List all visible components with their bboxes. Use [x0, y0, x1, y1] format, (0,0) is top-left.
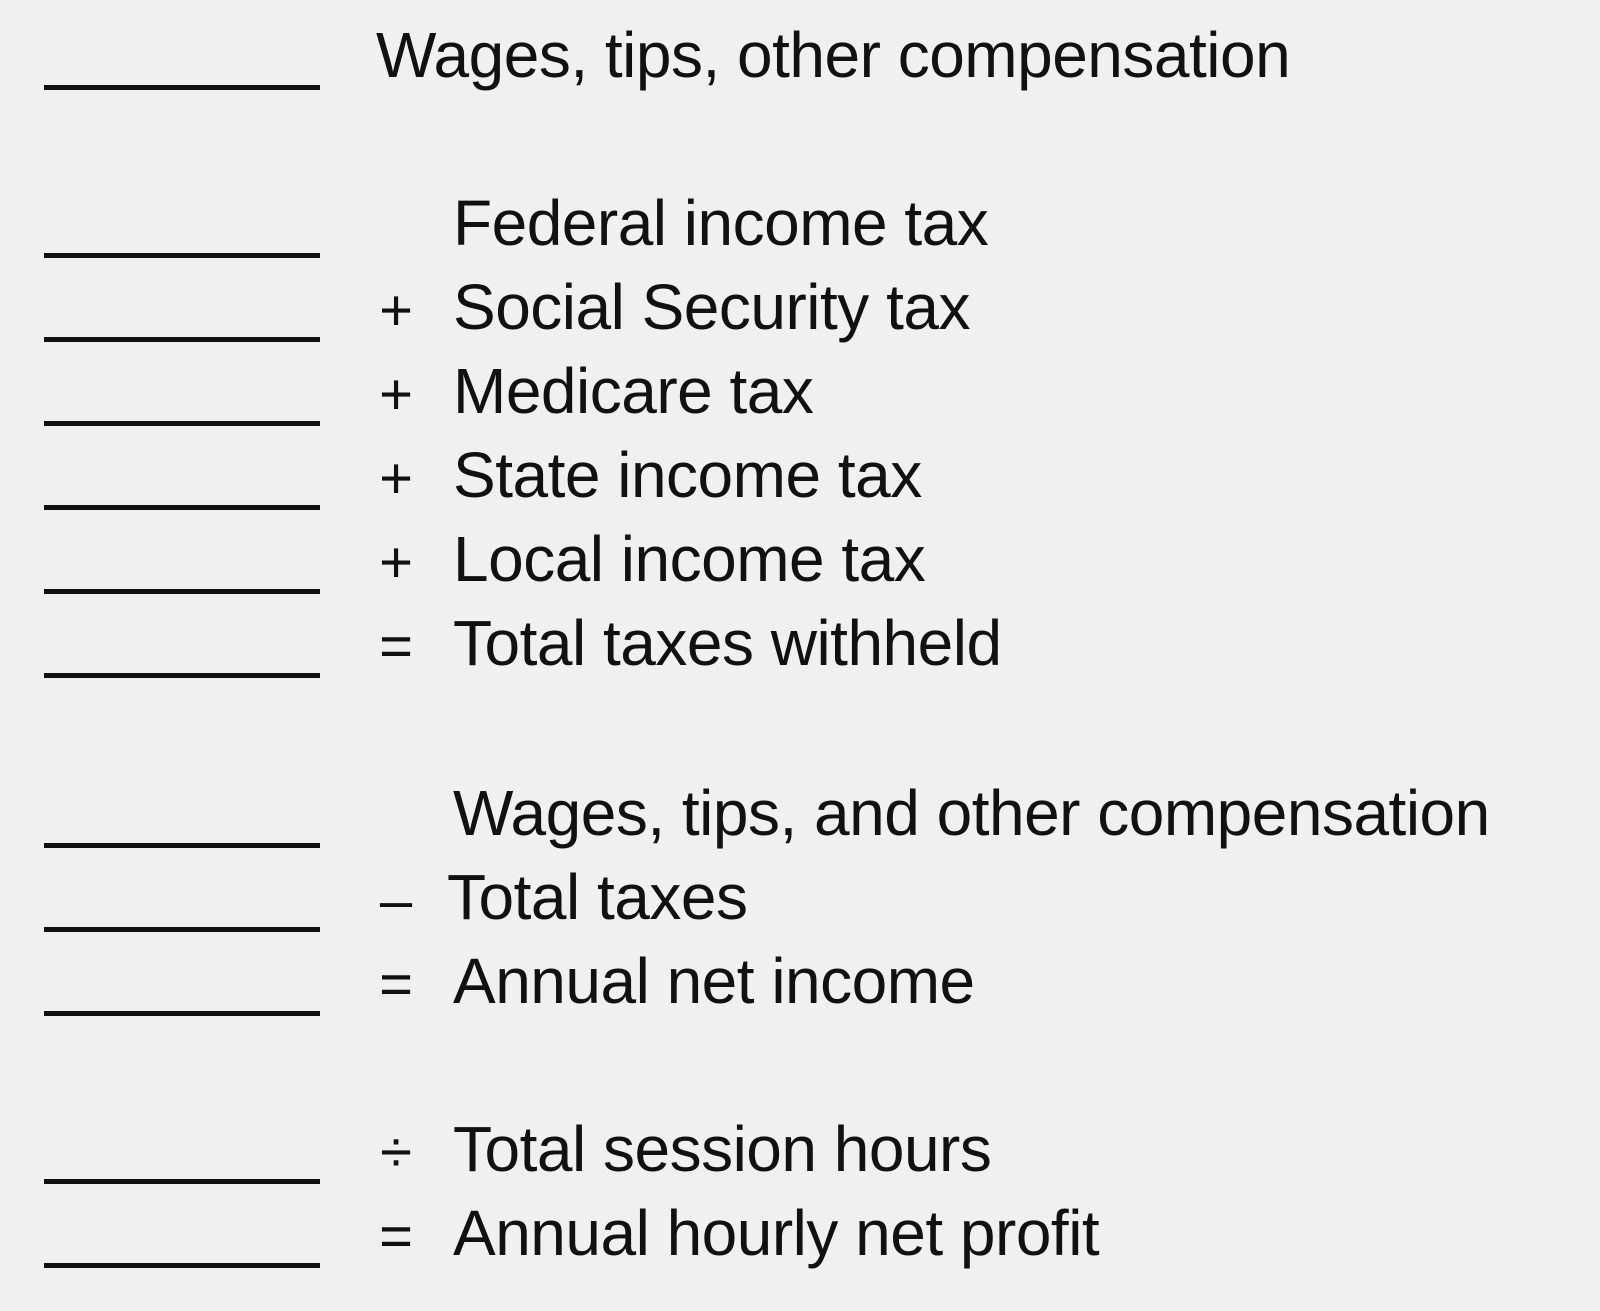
worksheet-line-local-income-tax	[0, 524, 1600, 594]
worksheet-line-total-session-hours	[0, 1114, 1600, 1184]
line-label: Medicare tax	[453, 355, 814, 427]
worksheet-line-annual-net-income	[0, 946, 1600, 1016]
answer-blank[interactable]	[44, 421, 320, 426]
worksheet-line-federal-income-tax	[0, 188, 1600, 258]
answer-blank[interactable]	[44, 253, 320, 258]
worksheet-line-total-taxes-withheld	[0, 608, 1600, 678]
line-label: Total taxes withheld	[453, 607, 1002, 679]
answer-blank[interactable]	[44, 85, 320, 90]
line-label: Total session hours	[453, 1113, 992, 1185]
answer-blank[interactable]	[44, 1179, 320, 1184]
worksheet-line-total-taxes	[0, 862, 1600, 932]
line-label: Annual hourly net profit	[453, 1197, 1100, 1269]
worksheet-line-state-income-tax	[0, 440, 1600, 510]
divide-operator: ÷	[380, 1120, 412, 1185]
line-label: Federal income tax	[453, 187, 989, 259]
worksheet-line-wages-repeat	[0, 778, 1600, 848]
worksheet-line-medicare-tax	[0, 356, 1600, 426]
answer-blank[interactable]	[44, 1011, 320, 1016]
answer-blank[interactable]	[44, 843, 320, 848]
minus-operator: –	[379, 868, 413, 933]
equals-operator: =	[379, 1204, 413, 1269]
answer-blank[interactable]	[44, 673, 320, 678]
answer-blank[interactable]	[44, 927, 320, 932]
line-label: Wages, tips, and other compensation	[453, 777, 1490, 849]
line-label: Social Security tax	[453, 271, 970, 343]
equals-operator: =	[379, 614, 413, 679]
worksheet-line-social-security-tax	[0, 272, 1600, 342]
worksheet-line-wages	[0, 20, 1600, 90]
line-label: Total taxes	[447, 861, 748, 933]
line-label: State income tax	[453, 439, 922, 511]
answer-blank[interactable]	[44, 1263, 320, 1268]
plus-operator: +	[379, 278, 413, 343]
answer-blank[interactable]	[44, 589, 320, 594]
equals-operator: =	[379, 952, 413, 1017]
worksheet-line-annual-hourly-net-profit	[0, 1198, 1600, 1268]
plus-operator: +	[379, 362, 413, 427]
line-label: Local income tax	[453, 523, 926, 595]
line-label: Annual net income	[453, 945, 975, 1017]
line-label: Wages, tips, other compensation	[376, 19, 1291, 91]
answer-blank[interactable]	[44, 505, 320, 510]
plus-operator: +	[379, 446, 413, 511]
answer-blank[interactable]	[44, 337, 320, 342]
plus-operator: +	[379, 530, 413, 595]
